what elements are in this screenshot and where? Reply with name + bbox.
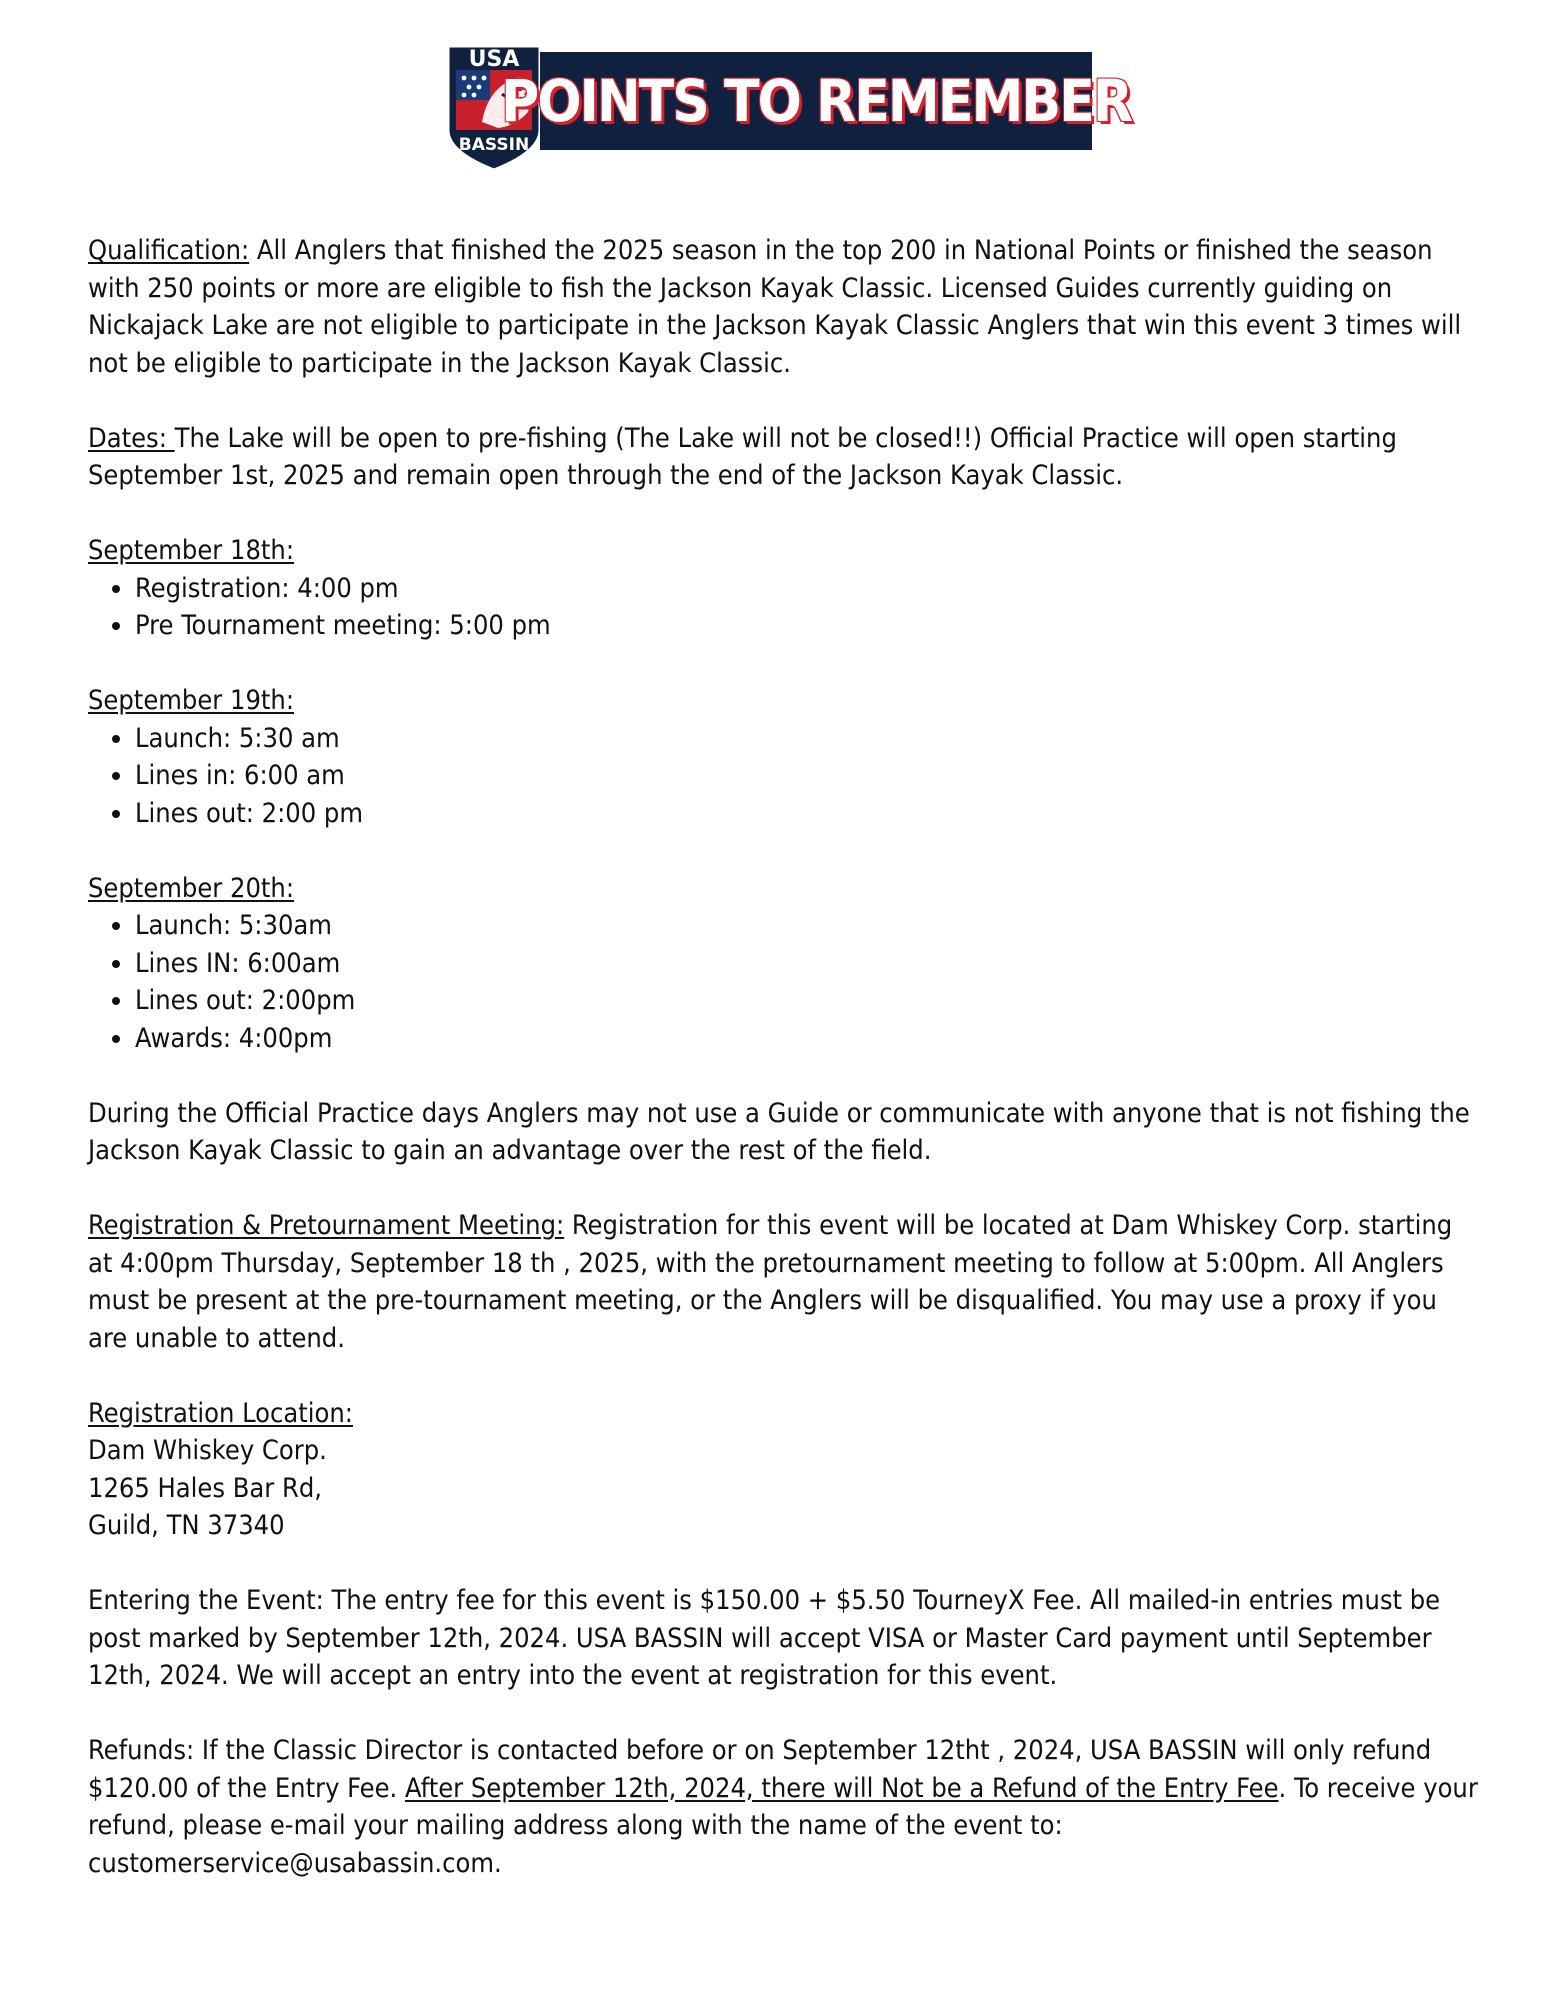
location-street: 1265 Hales Bar Rd, [88, 1472, 322, 1504]
list-item: • Pre Tournament meeting: 5:00 pm [135, 607, 1478, 645]
document-body [88, 232, 1478, 1882]
logo-top-text: USA [468, 47, 520, 72]
list-item: • Launch: 5:30 am [135, 720, 1478, 758]
location-label: Registration Location: [88, 1397, 353, 1429]
registration-label: Registration & Pretournament Meeting: [88, 1210, 565, 1241]
refunds-paragraph [88, 1732, 1478, 1882]
list-item: • Lines out: 2:00 pm [135, 795, 1478, 833]
dates-paragraph [88, 420, 1478, 495]
list-item: • Lines in: 6:00 am [135, 757, 1478, 795]
list-item: • Registration: 4:00 pm [135, 570, 1478, 608]
refunds-text-after: . To receive your refund, please e-mail your mailing address along with the name of the event to: customerservice@usabassin.com. [88, 1772, 1478, 1879]
registration-paragraph [88, 1207, 1478, 1357]
list-item: • Lines IN: 6:00am [135, 945, 1478, 983]
qualification-text: All Anglers that finished the 2025 season in the top 200 in National Points or finished the season with 250 points or more are eligible to fish the Jackson Kayak Classic. Licensed Guides currently guiding on Nickajack Lake are not eligible to participate in the Jackson Kayak Classic Anglers that win this event 3 times will not be eligible to participate in the Jackson Kayak Classic. [88, 235, 1462, 379]
header [442, 42, 1132, 172]
qualification-label: Qualification: [88, 235, 250, 266]
dates-label: Dates: [88, 422, 175, 454]
registration-text: Registration for this event will be located at Dam Whiskey Corp. starting at 4:00pm Thursday, September 18 th , 2025, with the pretournament meeting to follow at 5:00pm. All Anglers must be present at the pre-tournament meeting, or the Anglers will be disqualified. You may use a proxy if you are unable to attend. [88, 1210, 1453, 1354]
title-banner [500, 52, 1132, 150]
dates-text: The Lake will be open to pre-fishing (The Lake will not be closed!!) Official Practice will open starting September 1st, 2025 and remain open through the end of the Jackson Kayak Classic. [88, 422, 1397, 491]
schedule-list-sep-19 [88, 720, 1478, 833]
qualification-paragraph [88, 232, 1478, 382]
schedule-list-sep-20 [88, 907, 1478, 1057]
list-item: • Launch: 5:30am [135, 907, 1478, 945]
schedule-heading-sep-20: September 20th: [88, 872, 295, 904]
schedule-list-sep-18 [88, 570, 1478, 645]
logo-bottom-text: BASSIN [458, 135, 530, 155]
refunds-text-before: Refunds: If the Classic Director is contacted before or on September 12tht , 2024, USA BASSIN will only refund $120.00 of the Entry Fee. [88, 1735, 1432, 1804]
entering-paragraph: Entering the Event: The entry fee for this event is $150.00 + $5.50 TourneyX Fee. All mailed-in entries must be post marked by September 12th, 2024. USA BASSIN will accept VISA or Master Card payment until September 12th, 2024. We will accept an entry into the event at registration for this event. [88, 1585, 1441, 1691]
list-item: • Lines out: 2:00pm [135, 982, 1478, 1020]
practice-note-paragraph: During the Official Practice days Anglers may not use a Guide or communicate with anyone that is not fishing the Jackson Kayak Classic to gain an advantage over the rest of the field. [88, 1097, 1470, 1166]
banner-title: POINTS TO REMEMBER [500, 67, 1132, 135]
list-item: • Awards: 4:00pm [135, 1020, 1478, 1058]
refunds-underlined: After September 12th, 2024, there will Not be a Refund of the Entry Fee [404, 1772, 1279, 1804]
location-name: Dam Whiskey Corp. [88, 1435, 327, 1466]
schedule-heading-sep-19: September 19th: [88, 685, 295, 716]
schedule-heading-sep-18: September 18th: [88, 535, 295, 566]
location-city: Guild, TN 37340 [88, 1510, 285, 1541]
